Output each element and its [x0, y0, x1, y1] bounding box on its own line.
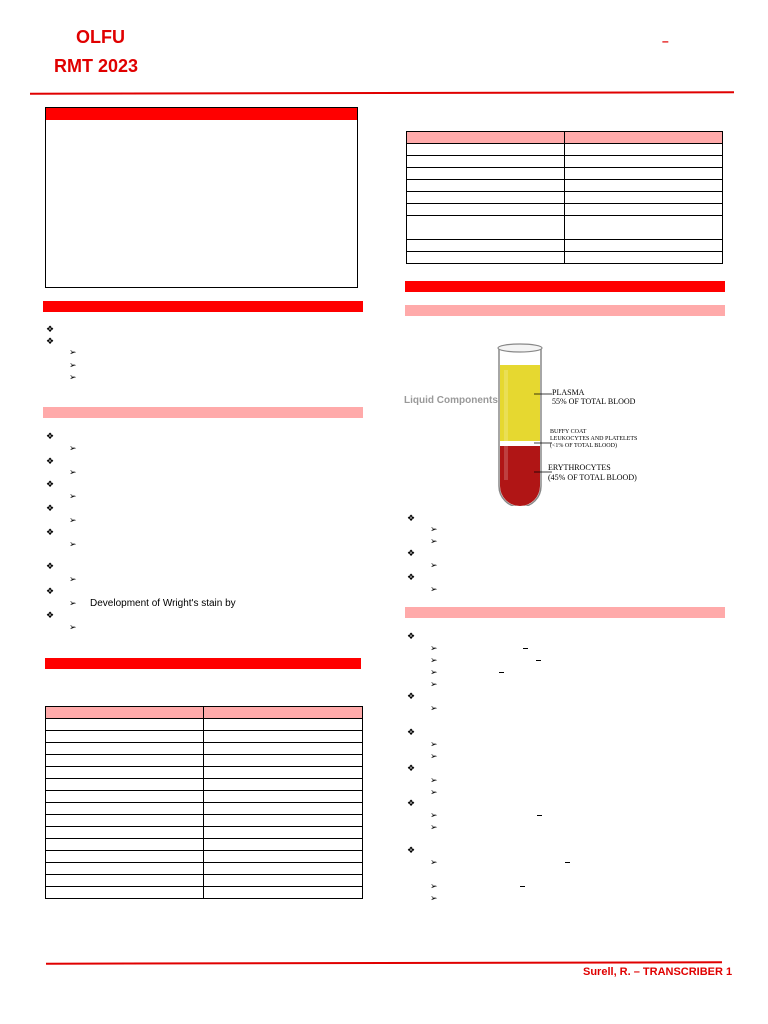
table-row — [407, 192, 723, 204]
table-row — [407, 216, 723, 240]
footer-rule — [46, 961, 722, 964]
section-f-arrow-5: ➢ — [430, 704, 438, 714]
table-row — [46, 851, 363, 863]
section-f-diamond-6: ❖ — [407, 846, 416, 856]
header-dash: – — [662, 34, 669, 48]
left-table-head-cell — [204, 707, 363, 719]
table-cell — [407, 168, 565, 180]
section-b-diamond-6: ❖ — [46, 562, 55, 572]
table-cell — [407, 204, 565, 216]
section-f-arrow-13: ➢ — [430, 882, 438, 892]
table-cell — [46, 731, 204, 743]
table-cell — [46, 851, 204, 863]
section-e-bar — [405, 305, 725, 316]
table-cell — [565, 204, 723, 216]
table-cell — [407, 180, 565, 192]
section-b-diamond-3: ❖ — [46, 480, 55, 490]
table-row — [46, 863, 363, 875]
section-a-arrow-2: ➢ — [69, 361, 77, 371]
outline-box-header — [46, 108, 357, 120]
section-f-arrow-6: ➢ — [430, 740, 438, 750]
table-cell — [204, 767, 363, 779]
section-b-arrow-6: ➢ — [69, 575, 77, 585]
section-a-bar — [43, 301, 363, 312]
table-cell — [46, 815, 204, 827]
tube-glass-highlight — [504, 370, 508, 480]
section-b-diamond-4: ❖ — [46, 504, 55, 514]
section-b-arrow-3: ➢ — [69, 492, 77, 502]
table-row — [407, 240, 723, 252]
section-f-arrow-9: ➢ — [430, 788, 438, 798]
table-cell — [46, 779, 204, 791]
table-cell — [565, 156, 723, 168]
table-cell — [204, 863, 363, 875]
table-row — [46, 791, 363, 803]
table-row — [46, 779, 363, 791]
buffy-coat-percent-label: (<1% OF TOTAL BLOOD) — [550, 443, 617, 449]
section-b-arrow-2: ➢ — [69, 468, 77, 478]
table-cell — [565, 216, 723, 240]
section-f-diamond-4: ❖ — [407, 764, 416, 774]
section-e-arrow-2: ➢ — [430, 537, 438, 547]
table-row — [46, 875, 363, 887]
section-f-arrow-11: ➢ — [430, 823, 438, 833]
section-b-arrow-1: ➢ — [69, 444, 77, 454]
table-row — [407, 168, 723, 180]
table-cell — [407, 144, 565, 156]
section-b-arrow-7: ➢ — [69, 599, 77, 609]
buffy-coat-label: BUFFY COAT — [550, 429, 587, 435]
table-cell — [407, 240, 565, 252]
section-a-arrow-1: ➢ — [69, 348, 77, 358]
table-cell — [46, 803, 204, 815]
section-f-diamond-5: ❖ — [407, 799, 416, 809]
section-f-bar — [405, 607, 725, 618]
table-cell — [565, 144, 723, 156]
section-e-diamond-1: ❖ — [407, 514, 416, 524]
section-f-dash-1 — [523, 648, 528, 649]
section-f-arrow-1: ➢ — [430, 644, 438, 654]
section-e-arrow-4: ➢ — [430, 585, 438, 595]
table-row — [407, 180, 723, 192]
section-f-dash-6 — [520, 886, 525, 887]
section-c-bar — [45, 658, 361, 669]
table-cell — [204, 851, 363, 863]
table-cell — [46, 863, 204, 875]
right-table-head-cell — [407, 132, 565, 144]
table-cell — [46, 755, 204, 767]
table-cell — [204, 815, 363, 827]
table-row — [407, 252, 723, 264]
section-f-dash-3 — [499, 672, 504, 673]
table-cell — [46, 887, 204, 899]
table-cell — [204, 887, 363, 899]
buffy-coat-detail-label: LEUKOCYTES AND PLATELETS — [550, 436, 638, 442]
section-e-arrow-3: ➢ — [430, 561, 438, 571]
table-row — [46, 887, 363, 899]
table-cell — [565, 252, 723, 264]
table-row — [407, 144, 723, 156]
right-table-head-cell — [565, 132, 723, 144]
table-cell — [204, 875, 363, 887]
section-f-dash-5 — [565, 862, 570, 863]
table-row — [46, 827, 363, 839]
section-f-diamond-3: ❖ — [407, 728, 416, 738]
section-b-bar — [43, 407, 363, 418]
table-cell — [565, 168, 723, 180]
section-f-diamond-2: ❖ — [407, 692, 416, 702]
section-b-diamond-1: ❖ — [46, 432, 55, 442]
left-table-header — [46, 707, 363, 719]
section-b-arrow-5: ➢ — [69, 540, 77, 550]
table-cell — [407, 252, 565, 264]
table-row — [407, 156, 723, 168]
batch-title: RMT 2023 — [54, 56, 139, 76]
school-name: OLFU — [76, 27, 125, 47]
liquid-components-caption: Liquid Components — [404, 395, 498, 406]
section-a-arrow-3: ➢ — [69, 373, 77, 383]
section-a-diamond-1: ❖ — [46, 325, 55, 335]
table-row — [46, 719, 363, 731]
section-a-diamond-2: ❖ — [46, 337, 55, 347]
section-f-dash-2 — [536, 660, 541, 661]
table-cell — [204, 827, 363, 839]
table-row — [46, 731, 363, 743]
table-cell — [46, 791, 204, 803]
table-cell — [46, 743, 204, 755]
table-cell — [204, 719, 363, 731]
section-b-diamond-8: ❖ — [46, 611, 55, 621]
table-cell — [46, 767, 204, 779]
table-cell — [46, 827, 204, 839]
wright-stain-line: Development of Wright's stain by — [90, 598, 236, 609]
erythrocytes-label: ERYTHROCYTES — [548, 463, 611, 472]
plasma-label: PLASMA — [552, 388, 585, 397]
right-table-header — [407, 132, 723, 144]
table-cell — [46, 875, 204, 887]
outline-box — [45, 107, 358, 288]
table-row — [46, 803, 363, 815]
table-cell — [204, 743, 363, 755]
table-row — [407, 204, 723, 216]
table-row — [46, 815, 363, 827]
table-cell — [565, 240, 723, 252]
section-f-arrow-8: ➢ — [430, 776, 438, 786]
section-f-arrow-3: ➢ — [430, 668, 438, 678]
table-row — [46, 767, 363, 779]
header-rule — [30, 91, 734, 94]
transcriber-credit: Surell, R. – TRANSCRIBER 1 — [583, 966, 733, 978]
table-cell — [565, 192, 723, 204]
table-cell — [204, 755, 363, 767]
table-row — [46, 755, 363, 767]
table-cell — [407, 192, 565, 204]
table-cell — [204, 731, 363, 743]
erythrocytes-percent-label: (45% OF TOTAL BLOOD) — [548, 473, 637, 482]
section-e-diamond-3: ❖ — [407, 573, 416, 583]
table-cell — [565, 180, 723, 192]
table-cell — [407, 216, 565, 240]
plasma-percent-label: 55% OF TOTAL BLOOD — [552, 397, 636, 406]
table-cell — [204, 803, 363, 815]
table-row — [46, 839, 363, 851]
table-cell — [204, 779, 363, 791]
table-cell — [204, 839, 363, 851]
section-f-dash-4 — [537, 815, 542, 816]
section-f-arrow-12: ➢ — [430, 858, 438, 868]
section-b-arrow-4: ➢ — [69, 516, 77, 526]
tube-rim — [498, 344, 542, 352]
section-e-arrow-1: ➢ — [430, 525, 438, 535]
section-f-arrow-10: ➢ — [430, 811, 438, 821]
section-e-diamond-2: ❖ — [407, 549, 416, 559]
left-table — [45, 706, 363, 899]
table-cell — [46, 719, 204, 731]
section-b-diamond-5: ❖ — [46, 528, 55, 538]
section-b-arrow-8: ➢ — [69, 623, 77, 633]
section-b-diamond-7: ❖ — [46, 587, 55, 597]
section-d-bar — [405, 281, 725, 292]
table-cell — [204, 791, 363, 803]
section-f-arrow-7: ➢ — [430, 752, 438, 762]
right-table — [406, 131, 723, 264]
section-f-arrow-4: ➢ — [430, 680, 438, 690]
table-row — [46, 743, 363, 755]
left-table-head-cell — [46, 707, 204, 719]
section-f-diamond-1: ❖ — [407, 632, 416, 642]
table-cell — [407, 156, 565, 168]
section-f-arrow-14: ➢ — [430, 894, 438, 904]
table-cell — [46, 839, 204, 851]
section-b-diamond-2: ❖ — [46, 457, 55, 467]
section-f-arrow-2: ➢ — [430, 656, 438, 666]
